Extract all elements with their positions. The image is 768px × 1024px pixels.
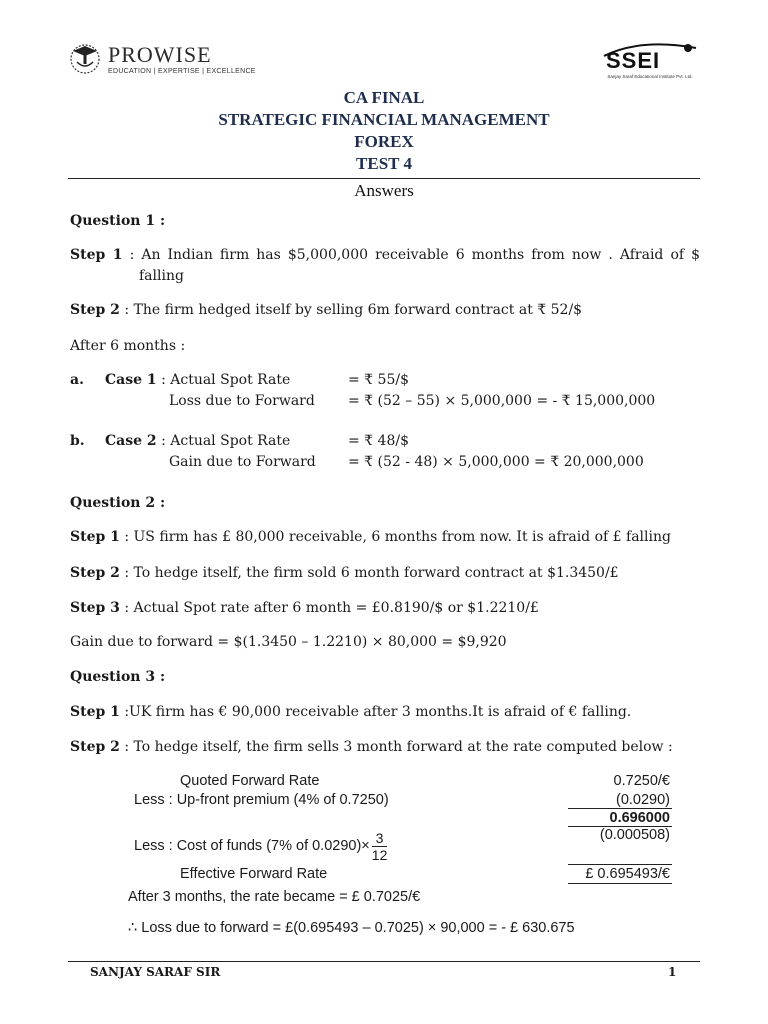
q1-step1-text-b: falling [139, 268, 184, 284]
q1-heading: Question 1 : [70, 213, 166, 229]
q3-row1-value: 0.7250/€ [613, 773, 670, 789]
q1-case-b-line1-left: : Actual Spot Rate [161, 433, 291, 449]
ssei-logo [600, 40, 700, 85]
q1-case-a-line2-right: = ₹ (52 – 55) × 5,000,000 = - ₹ 15,000,000 [348, 393, 656, 409]
q3-row4-numerator: 3 [372, 830, 388, 847]
q1-case-a-line2-left: Loss due to Forward [169, 393, 315, 409]
q1-case-b-line2-right: = ₹ (52 - 48) × 5,000,000 = ₹ 20,000,000 [348, 454, 644, 470]
ssei-subtitle: Sanjay Saraf Educational Institute Pvt. Ltd. [607, 74, 693, 79]
q3-step2-text: : To hedge itself, the firm sells 3 month forward at the rate computed below : [124, 739, 673, 755]
title-line-topic: FOREX [354, 132, 414, 151]
q2-step1-label: Step 1 [70, 529, 120, 545]
q3-row5-value: £ 0.695493/€ [585, 866, 670, 882]
q3-row4-denominator: 12 [371, 846, 388, 863]
document-title [0, 87, 768, 175]
q3-row4-label: Less : Cost of funds [134, 838, 263, 854]
prowise-logo [68, 40, 256, 80]
q3-row4-expr: (7% of 0.0290)× [266, 838, 370, 854]
q2-step2-label: Step 2 [70, 565, 120, 581]
q2-step2 [70, 563, 619, 583]
q1-case-a-line1-right: = ₹ 55/$ [348, 372, 409, 388]
q1-step2-label: Step 2 [70, 302, 120, 318]
q3-total-rule-bottom [568, 883, 672, 884]
title-line-subject: STRATEGIC FINANCIAL MANAGEMENT [218, 110, 550, 129]
q1-step1-text-a: : An Indian firm has $5,000,000 receivable 6 months from now . Afraid of $ [129, 247, 701, 263]
title-divider [68, 178, 700, 179]
q3-row2-value: (0.0290) [615, 792, 670, 808]
q1-after: After 6 months : [70, 338, 186, 354]
q2-step3 [70, 598, 539, 618]
title-line-test: TEST 4 [356, 154, 412, 173]
q3-row1-label: Quoted Forward Rate [180, 773, 320, 789]
prowise-tagline: EDUCATION | EXPERTISE | EXCELLENCE [108, 68, 256, 75]
q3-row4-fraction [372, 830, 388, 863]
footer-author: SANJAY SARAF SIR [90, 965, 221, 979]
q1-case-a-line1-left: : Actual Spot Rate [161, 372, 291, 388]
q1-case-b-label: Case 2 [105, 433, 157, 449]
q3-row4 [134, 826, 387, 866]
answers-heading: Answers [354, 181, 414, 200]
q3-row3-value: 0.696000 [609, 810, 670, 826]
q3-row4-value: (0.000508) [599, 827, 670, 843]
q3-step2-label: Step 2 [70, 739, 120, 755]
q1-step2-text: : The firm hedged itself by selling 6m forward contract at ₹ 52/$ [124, 302, 583, 318]
title-line-ca-final: CA FINAL [343, 88, 425, 107]
ssei-mark: SSEI [606, 48, 661, 73]
q1-case-b-line1-right: = ₹ 48/$ [348, 433, 409, 449]
q1-case-a-marker: a. [70, 372, 84, 388]
q1-step1-label: Step 1 [70, 247, 123, 263]
q3-row5-label: Effective Forward Rate [180, 866, 328, 882]
q1-case-a-label: Case 1 [105, 372, 157, 388]
q3-after: After 3 months, the rate became = £ 0.7025/€ [128, 889, 421, 905]
prowise-emblem-icon [68, 40, 102, 76]
q1-case-b-line2-left: Gain due to Forward [169, 454, 316, 470]
q2-step3-label: Step 3 [70, 600, 120, 616]
footer-page-number: 1 [668, 965, 677, 979]
q2-step2-text: : To hedge itself, the firm sold 6 month forward contract at $1.3450/£ [124, 565, 619, 581]
q3-step1 [70, 702, 631, 722]
q3-row2-label: Less : Up-front premium (4% of 0.7250) [134, 792, 389, 808]
q1-step1-line1 [70, 245, 700, 265]
q3-step1-label: Step 1 [70, 704, 120, 720]
q2-step1-text: : US firm has £ 80,000 receivable, 6 months from now. It is afraid of £ falling [124, 529, 671, 545]
q2-step3-text: : Actual Spot rate after 6 month = £0.8190/$ or $1.2210/£ [124, 600, 539, 616]
q3-step2 [70, 737, 673, 757]
q1-step2 [70, 300, 582, 320]
footer-divider [68, 961, 700, 962]
q3-loss: ∴ Loss due to forward = £(0.695493 – 0.7025) × 90,000 = - £ 630.675 [128, 920, 575, 936]
q3-step1-text: :UK firm has € 90,000 receivable after 3 months.It is afraid of € falling. [124, 704, 632, 720]
q2-heading: Question 2 : [70, 495, 166, 511]
q1-case-b-marker: b. [70, 433, 85, 449]
q1-case-a-line1 [105, 370, 290, 390]
prowise-name: PROWISE [108, 42, 212, 67]
q2-gain: Gain due to forward = $(1.3450 – 1.2210) × 80,000 = $9,920 [70, 634, 507, 650]
q1-case-b-line1 [105, 431, 290, 451]
q3-heading: Question 3 : [70, 669, 166, 685]
q2-step1 [70, 527, 671, 547]
